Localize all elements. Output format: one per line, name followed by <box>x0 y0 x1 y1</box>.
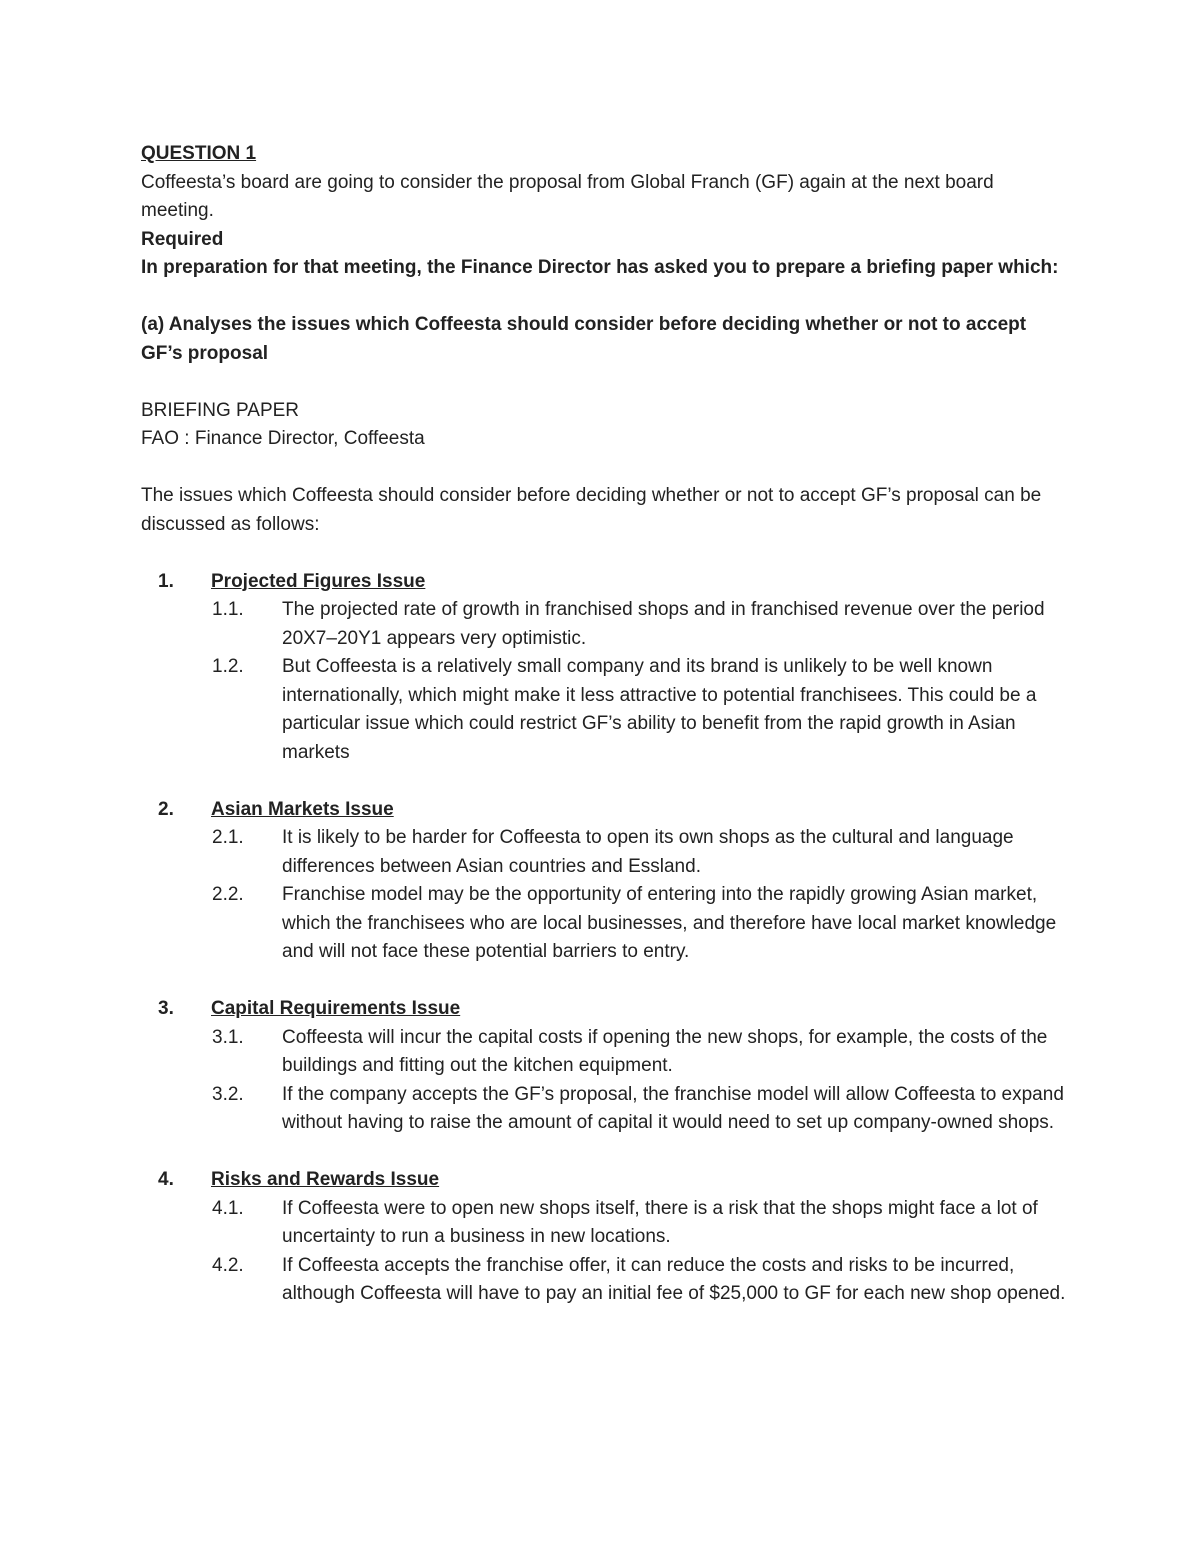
issue-title: Capital Requirements Issue <box>211 998 461 1019</box>
spacer <box>141 967 1071 996</box>
point-text: If Coffeesta were to open new shops itself, there is a risk that the shops might face a lot of uncertainty to run a business in new locations. <box>282 1197 1038 1247</box>
issue-point <box>141 881 1072 967</box>
point-text: The projected rate of growth in franchised shops and in franchised revenue over the period 20X7–20Y1 appears very optimistic. <box>282 599 1045 649</box>
issue-point <box>141 1081 1072 1138</box>
briefing-title: BRIEFING PAPER <box>141 399 300 421</box>
instruction-text: In preparation for that meeting, the Finance Director has asked you to prepare a briefing paper which: <box>141 257 1059 278</box>
issue-title: Asian Markets Issue <box>211 798 394 820</box>
point-text: Coffeesta will incur the capital costs if opening the new shops, for example, the costs of the buildings and fitting out the kitchen equipment. <box>282 1026 1048 1076</box>
required-label: Required <box>141 228 224 250</box>
issue-heading <box>141 1166 1071 1195</box>
point-number: 3.1. <box>212 1026 244 1048</box>
issue-point <box>141 1252 1072 1309</box>
issue-number: 4. <box>158 1169 174 1190</box>
point-number: 4.1. <box>212 1197 244 1219</box>
issue-title: Risks and Rewards Issue <box>211 1169 440 1190</box>
spacer <box>141 283 1071 312</box>
issue-heading <box>141 568 1071 597</box>
spacer <box>141 767 1071 796</box>
point-number: 2.2. <box>212 884 244 905</box>
point-text: It is likely to be harder for Coffeesta to open its own shops as the cultural and language differences between Asian countries and Essland. <box>282 827 1014 877</box>
point-text: If Coffeesta accepts the franchise offer, it can reduce the costs and risks to be incurred, although Coffeesta will have to pay an initial fee of $25,000 to GF for each new shop opened. <box>282 1254 1066 1304</box>
point-number: 1.1. <box>212 599 244 620</box>
question-intro: Coffeesta’s board are going to consider the proposal from Global Franch (GF) again at the next board meeting. <box>141 171 994 221</box>
spacer <box>141 368 1071 397</box>
issue-heading <box>141 796 1071 825</box>
point-text: Franchise model may be the opportunity of entering into the rapidly growing Asian market, which the franchisees who are local businesses, and therefore have local market knowledge and will not face these potential barriers to entry. <box>282 884 1057 962</box>
issue-point <box>141 596 1072 653</box>
point-text: If the company accepts the GF’s proposal, the franchise model will allow Coffeesta to expand without having to raise the amount of capital it would need to set up company-owned shops. <box>282 1083 1064 1133</box>
issue-number: 3. <box>158 998 174 1019</box>
spacer <box>141 539 1071 568</box>
point-number: 3.2. <box>212 1083 244 1105</box>
issue-point <box>141 653 1072 767</box>
spacer <box>141 1138 1071 1167</box>
issue-title: Projected Figures Issue <box>211 570 426 592</box>
issue-point <box>141 1195 1072 1252</box>
question-heading: QUESTION 1 <box>141 143 257 164</box>
point-number: 4.2. <box>212 1254 244 1276</box>
point-text: But Coffeesta is a relatively small company and its brand is unlikely to be well known internationally, which might make it less attractive to potential franchisees. This could be a particular issue which could restrict GF’s ability to benefit from the rapid growth in Asian markets <box>282 656 1037 763</box>
briefing-fao: FAO : Finance Director, Coffeesta <box>141 428 425 449</box>
point-number: 2.1. <box>212 827 244 848</box>
point-number: 1.2. <box>212 656 244 677</box>
issue-heading <box>141 995 1071 1024</box>
issue-number: 2. <box>158 798 174 820</box>
spacer <box>141 454 1071 483</box>
issue-point <box>141 824 1072 881</box>
document-page <box>141 140 1071 1309</box>
briefing-lead: The issues which Coffeesta should consider before deciding whether or not to accept GF’s proposal can be discussed as follows: <box>141 485 1042 535</box>
issue-number: 1. <box>158 570 174 592</box>
issue-point <box>141 1024 1072 1081</box>
part-a-text: (a) Analyses the issues which Coffeesta should consider before deciding whether or not to accept GF’s proposal <box>141 314 1027 364</box>
